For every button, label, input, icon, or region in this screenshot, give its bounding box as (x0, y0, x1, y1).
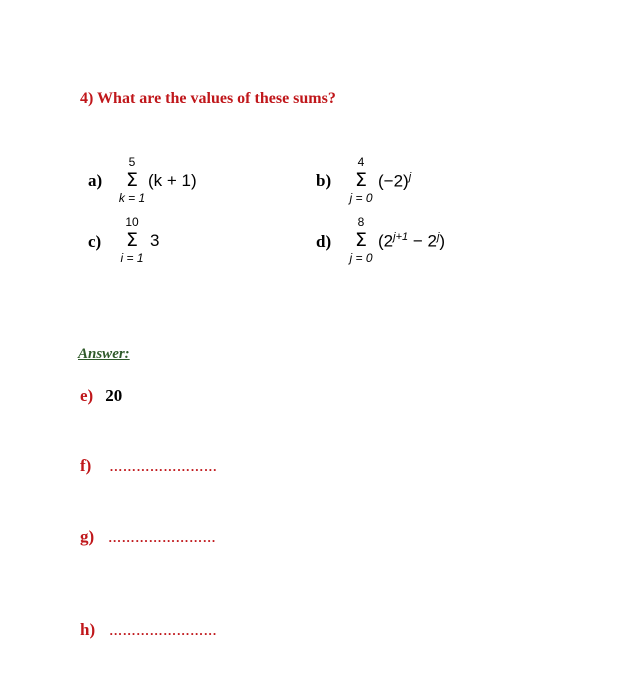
part-d-open: (2 (378, 231, 394, 251)
answer-e-value[interactable]: 20 (105, 386, 123, 405)
answer-h (80, 620, 217, 640)
part-d-expression (378, 231, 445, 252)
answer-g-label: g) (80, 527, 95, 546)
part-a-upper-limit: 5 (128, 155, 136, 169)
part-c-lower-limit: i = 1 (120, 251, 144, 265)
part-b-base: (−2) (378, 171, 409, 191)
answer-g-blank[interactable]: …………………… (108, 530, 217, 545)
part-b-upper-limit: 4 (357, 155, 365, 169)
part-b-label: b) (316, 171, 332, 190)
part-d-label: d) (316, 232, 332, 251)
answer-f-blank[interactable]: …………………… (109, 459, 218, 474)
part-b-lower-limit: j = 0 (349, 191, 373, 205)
part-d-close: ) (439, 231, 446, 251)
part-d-lower-limit: j = 0 (349, 251, 373, 265)
part-d-sigma: Σ (354, 229, 367, 251)
part-a-label: a) (88, 171, 103, 190)
part-a-expression: (k + 1) (148, 171, 197, 190)
answer-f-label: f) (80, 456, 92, 475)
answer-h-label: h) (80, 620, 96, 639)
question-title: 4) What are the values of these sums? (80, 90, 336, 107)
answer-f (80, 456, 217, 476)
part-c-upper-limit: 10 (125, 215, 139, 229)
part-a-sigma: Σ (125, 169, 138, 191)
answer-heading: Answer: (78, 346, 130, 362)
answer-e (80, 386, 122, 406)
part-c-label: c) (88, 232, 102, 251)
part-b-expression (378, 171, 411, 192)
part-d-exponent-2: j (436, 231, 440, 243)
part-b-exponent: j (408, 171, 412, 183)
part-d-exponent-1: j+1 (393, 231, 409, 243)
answer-g (80, 527, 216, 547)
answer-e-label: e) (80, 386, 94, 405)
part-c-sigma: Σ (125, 229, 138, 251)
part-c-expression: 3 (150, 231, 160, 250)
part-d-mid: − 2 (408, 231, 437, 251)
part-a-lower-limit: k = 1 (118, 191, 146, 205)
answer-h-blank[interactable]: …………………… (109, 623, 218, 638)
part-b-sigma: Σ (354, 169, 367, 191)
part-d-upper-limit: 8 (357, 215, 365, 229)
